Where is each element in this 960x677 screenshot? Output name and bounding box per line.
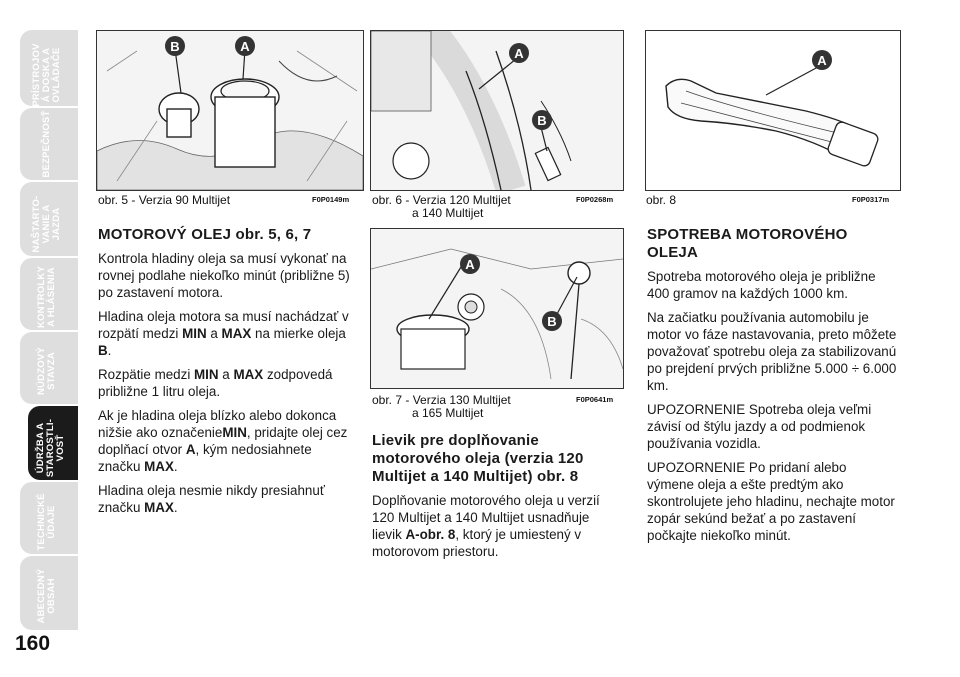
funnel-illustration bbox=[646, 31, 900, 190]
paragraph: UPOZORNENIE Spotreba oleja veľmi závisí od štýlu jazdy a od podmienok používania vozidla. bbox=[647, 402, 872, 451]
side-tab-rail bbox=[0, 0, 80, 677]
side-tab-label: NAŠTARTO- VANIE A JAZDA bbox=[31, 195, 62, 253]
side-tab-label: ABECEDNÝ OBSAH bbox=[36, 568, 57, 624]
callout-a: A bbox=[235, 36, 255, 56]
paragraph: Hladina oleja motora sa musí nachádzať v rozpätí medzi MIN a MAX na mierke oleja B. bbox=[98, 309, 349, 358]
section-heading-oil-consumption: SPOTREBA MOTOROVÉHO OLEJA bbox=[647, 226, 848, 261]
paragraph: Rozpätie medzi MIN a MAX zodpovedá približne 1 litru oleja. bbox=[98, 367, 333, 399]
figure-6-engine-120-140 bbox=[370, 30, 624, 191]
engine-illustration bbox=[97, 31, 363, 190]
figure-8-oil-funnel bbox=[645, 30, 901, 191]
figure-7-caption-line2: a 165 Multijet bbox=[412, 406, 484, 420]
column-oil-funnel bbox=[372, 432, 622, 567]
paragraph: Doplňovanie motorového oleja u verzií 120 Multijet a 140 Multijet usnadňuje lievik A-obr. 8, ktorý je umiestený v motorovom priestoru. bbox=[372, 493, 600, 559]
side-tab-label: TECHNICKÉ ÚDAJE bbox=[36, 493, 57, 551]
paragraph: UPOZORNENIE Po pridaní alebo výmene oleja a ešte predtým ako skontrolujete jeho hladinu, nechajte motor zopár sekúnd bežať a po zastavení počkajte niekoľko minút. bbox=[647, 460, 895, 543]
paragraph: Kontrola hladiny oleja sa musí vykonať na rovnej podlahe niekoľko minút (približne 5) po zastavení motora. bbox=[98, 251, 350, 300]
column-engine-oil bbox=[98, 226, 350, 523]
figure-7-caption-line1: obr. 7 - Verzia 130 Multijet bbox=[372, 393, 511, 407]
callout-a: A bbox=[509, 43, 529, 63]
side-tab-label: KONTROLKY A HLÁSENIA bbox=[36, 266, 57, 328]
paragraph: Hladina oleja nesmie nikdy presiahnuť značku MAX. bbox=[98, 483, 325, 515]
figure-8-caption: obr. 8 bbox=[646, 193, 677, 207]
figure-7-code: F0P0641m bbox=[576, 395, 614, 404]
section-heading-oil-funnel: Lievik pre doplňovanie motorového oleja (verzia 120 Multijet a 140 Multijet) obr. 8 bbox=[372, 432, 584, 485]
figure-6-caption-line2: a 140 Multijet bbox=[412, 206, 484, 220]
figure-7-caption bbox=[372, 394, 511, 420]
side-tab-label: BEZPEČNOSŤ bbox=[41, 110, 52, 178]
paragraph: Na začiatku používania automobilu je motor vo fáze nastavovania, preto môžete považovať spotrebu oleja za stabilizovanú po prejdení prvých približne 5.000 ÷ 6.000 km. bbox=[647, 310, 897, 393]
callout-a: A bbox=[460, 254, 480, 274]
callout-b: B bbox=[165, 36, 185, 56]
side-tab-label: ÚDRŽBA A STAROSTLI- VOSŤ bbox=[35, 418, 66, 478]
figure-6-caption bbox=[372, 194, 511, 220]
figure-7-engine-130-165 bbox=[370, 228, 624, 389]
figure-6-caption-line1: obr. 6 - Verzia 120 Multijet bbox=[372, 193, 511, 207]
paragraph: Ak je hladina oleja blízko alebo dokonca nižšie ako označenieMIN, pridajte olej cez doplňací otvor A, kým nedosiahnete značku MAX. bbox=[98, 408, 348, 474]
callout-a: A bbox=[812, 50, 832, 70]
page-number: 160 bbox=[15, 632, 51, 655]
figure-5-engine-oil-cap bbox=[96, 30, 364, 191]
side-tab-label: PRÍSTROJOV Á DOSKA A OVLÁDAČE bbox=[31, 43, 62, 107]
callout-b: B bbox=[542, 311, 562, 331]
column-oil-consumption bbox=[647, 226, 897, 551]
section-heading-engine-oil: MOTOROVÝ OLEJ obr. 5, 6, 7 bbox=[98, 226, 312, 243]
engine-illustration bbox=[371, 229, 623, 388]
side-tab-label: NÚDZOVÝ STAVZA bbox=[36, 347, 57, 395]
figure-5-code: F0P0149m bbox=[312, 195, 350, 204]
figure-8-code: F0P0317m bbox=[852, 195, 890, 204]
engine-illustration bbox=[371, 31, 623, 190]
figure-5-caption: obr. 5 - Verzia 90 Multijet bbox=[98, 193, 231, 207]
figure-6-code: F0P0268m bbox=[576, 195, 614, 204]
callout-b: B bbox=[532, 110, 552, 130]
paragraph: Spotreba motorového oleja je približne 400 gramov na každých 1000 km. bbox=[647, 269, 876, 301]
